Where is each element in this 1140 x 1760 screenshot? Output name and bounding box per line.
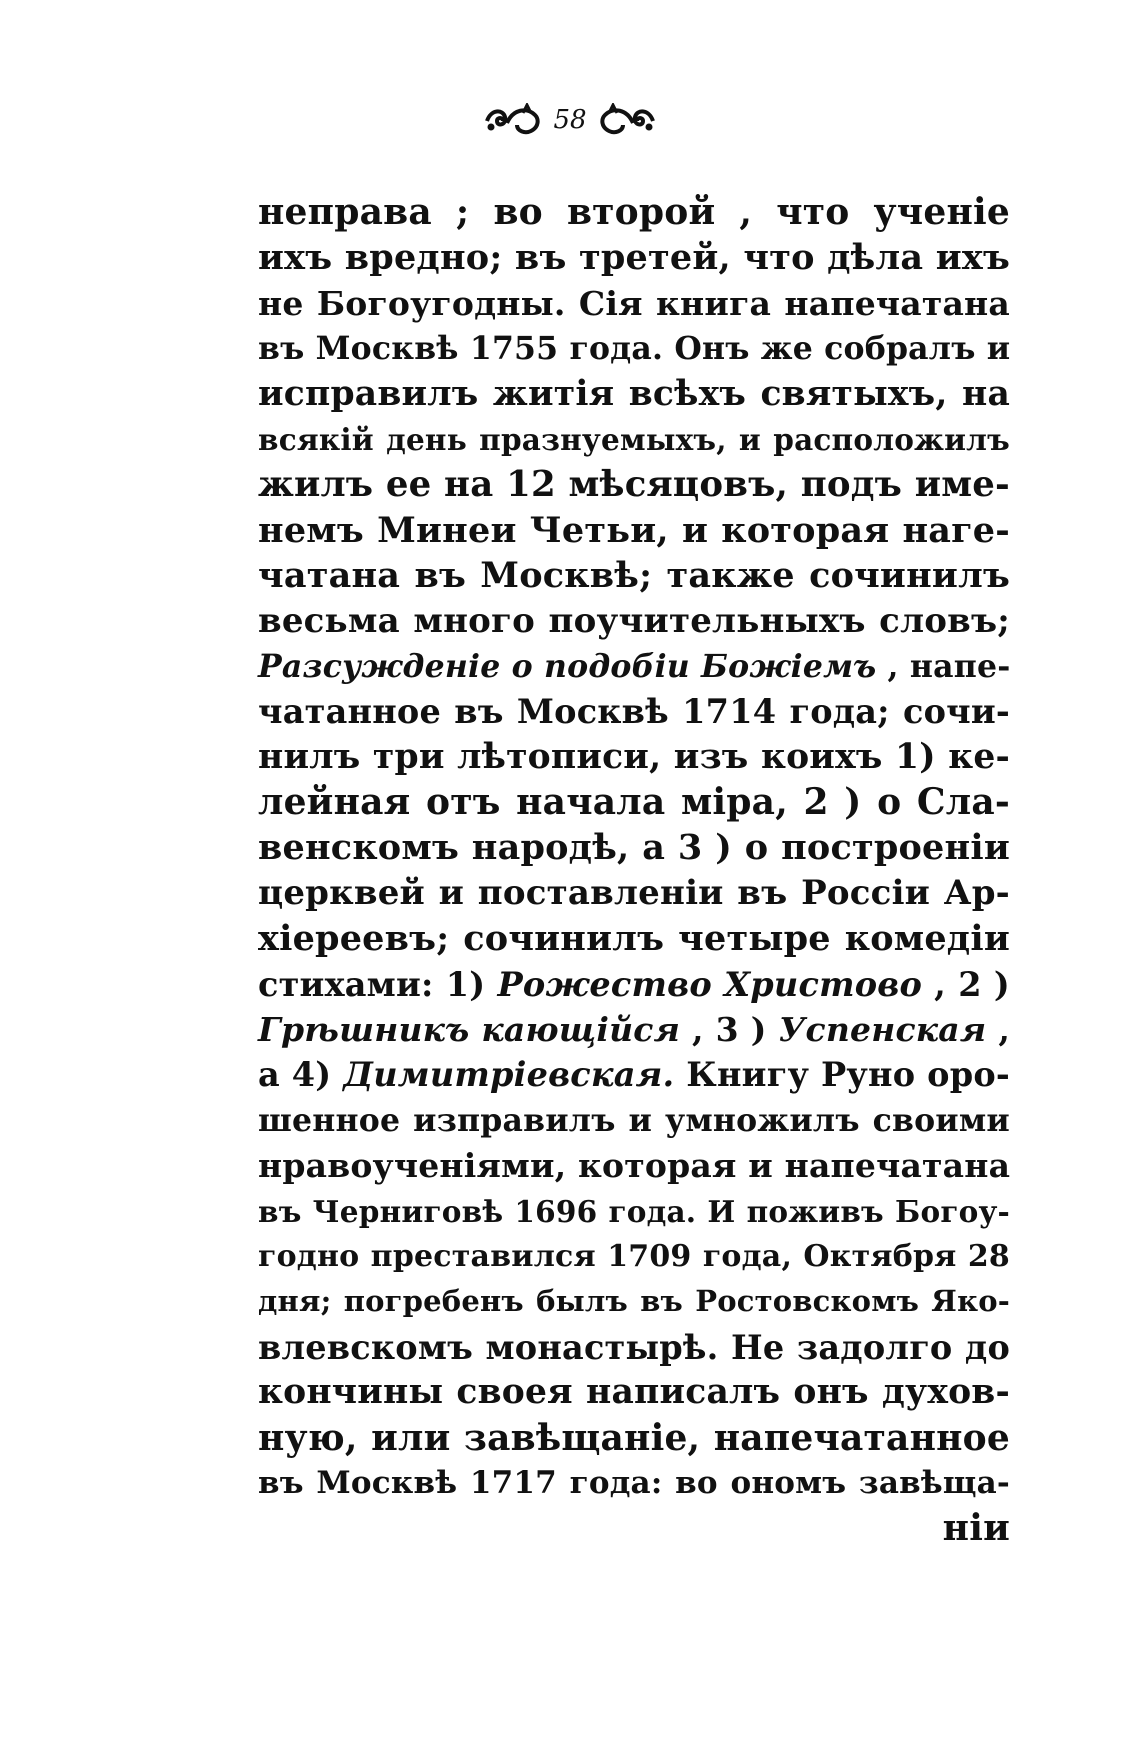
text-line: [258, 871, 1010, 916]
body-text-segment: не Богоугодны. Сія книга напечатана: [258, 283, 1010, 323]
page-header: [0, 100, 1140, 150]
text-line: [258, 1416, 1010, 1461]
text-line: [258, 417, 1010, 462]
body-text-segment: Книгу Руно оро-: [674, 1055, 1010, 1095]
text-line: [258, 1098, 1010, 1143]
text-line: [258, 462, 1010, 507]
body-text-segment: лейная отъ начала міра, 2 ) о Сла-: [258, 781, 1010, 824]
body-text-segment: въ Черниговѣ 1696 года. И поживъ Богоу-: [258, 1193, 1010, 1229]
text-line: [258, 644, 1010, 689]
body-text-segment: , 2 ): [922, 964, 1010, 1004]
text-line: [258, 599, 1010, 644]
body-text-segment: нравоученіями, которая и напечатана: [258, 1146, 1011, 1186]
text-line: [258, 1279, 1010, 1324]
body-text-segment: въ Москвѣ 1755 года. Онъ же собралъ и: [258, 330, 1011, 368]
body-text-segment: всякій день празнуемыхъ, и расположилъ: [258, 421, 1010, 457]
body-text-segment: а 4): [258, 1055, 344, 1095]
italic-title-text: Рожество Христово: [497, 964, 922, 1004]
text-line: [258, 1325, 1010, 1370]
body-text-segment: въ Москвѣ 1717 года: во ономъ завѣща-: [258, 1464, 1010, 1501]
body-text-segment: весьма много поучительныхъ словъ;: [258, 600, 1010, 641]
text-line: [258, 1007, 1010, 1052]
body-text-segment: ніи: [942, 1507, 1010, 1550]
body-text-segment: ную, или завѣщаніе, напечатанное: [258, 1416, 1010, 1459]
left-fleuron-icon: [483, 103, 543, 137]
italic-title-text: Димитріевская.: [343, 1055, 675, 1095]
page-number: 58: [553, 105, 587, 135]
text-line: [258, 780, 1010, 825]
body-text-segment: , напе-: [876, 647, 1011, 685]
body-text-segment: жилъ ее на 12 мѣсяцовъ, подъ име-: [258, 464, 1010, 506]
body-text-segment: неправа ; во второй , что ученіе: [258, 191, 1010, 233]
body-text-segment: кончины своея написалъ онъ духов-: [258, 1372, 1010, 1413]
text-line: [258, 825, 1010, 870]
text-line: [258, 1506, 1010, 1551]
text-line: [258, 916, 1010, 961]
body-text-segment: дня; погребенъ былъ въ Ростовскомъ Яко-: [258, 1284, 1010, 1319]
body-text-segment: нилъ три лѣтописи, изъ коихъ 1) ке-: [258, 736, 1010, 777]
body-text-segment: немъ Минеи Четьи, и которая наге-: [258, 509, 1010, 551]
header-inner: [483, 100, 656, 140]
text-line: [258, 326, 1010, 371]
text-line: [258, 1143, 1010, 1188]
body-text-segment: венскомъ народѣ, а 3 ) о построеніи: [258, 827, 1010, 869]
text-line: [258, 1234, 1010, 1279]
italic-title-text: Успенская: [778, 1010, 987, 1050]
text-line: [258, 1370, 1010, 1415]
text-line: [258, 1189, 1010, 1234]
italic-title-text: Грѣшникъ кающійся: [258, 1010, 681, 1050]
body-text-segment: годно преставился 1709 года, Октября 28: [258, 1238, 1010, 1274]
body-text-segment: исправилъ житія всѣхъ святыхъ, на: [258, 373, 1010, 414]
body-text-segment: хіереевъ; сочинилъ четыре комедіи: [258, 918, 1010, 960]
text-line: [258, 190, 1010, 235]
text-line: [258, 553, 1010, 598]
body-text-segment: стихами: 1): [258, 964, 498, 1004]
text-line: [258, 372, 1010, 417]
body-text-segment: чатана въ Москвѣ; также сочинилъ: [258, 555, 1010, 597]
body-text-segment: , 3 ): [680, 1010, 779, 1050]
text-line: [258, 281, 1010, 326]
body-text-segment: шенное изправилъ и умножилъ своими: [258, 1101, 1010, 1139]
text-line: [258, 735, 1010, 780]
text-line: [258, 1461, 1010, 1506]
text-line: [258, 1052, 1010, 1097]
text-line: [258, 235, 1010, 280]
body-text-segment: церквей и поставленіи въ Россіи Ар-: [258, 872, 1010, 913]
body-text-segment: чатанное въ Москвѣ 1714 года; сочи-: [258, 692, 1010, 732]
italic-title-text: Разсужденіе о подобіи Божіемъ: [258, 647, 877, 685]
body-text-segment: влевскомъ монастырѣ. Не задолго до: [258, 1327, 1010, 1367]
right-fleuron-icon: [597, 103, 657, 137]
text-line: [258, 962, 1010, 1007]
body-text-segment: ихъ вредно; въ третей, что дѣла ихъ: [258, 237, 1010, 279]
text-line: [258, 508, 1010, 553]
page-body-text: [258, 190, 1010, 1552]
text-line: [258, 689, 1010, 734]
body-text-segment: ,: [986, 1010, 1011, 1050]
